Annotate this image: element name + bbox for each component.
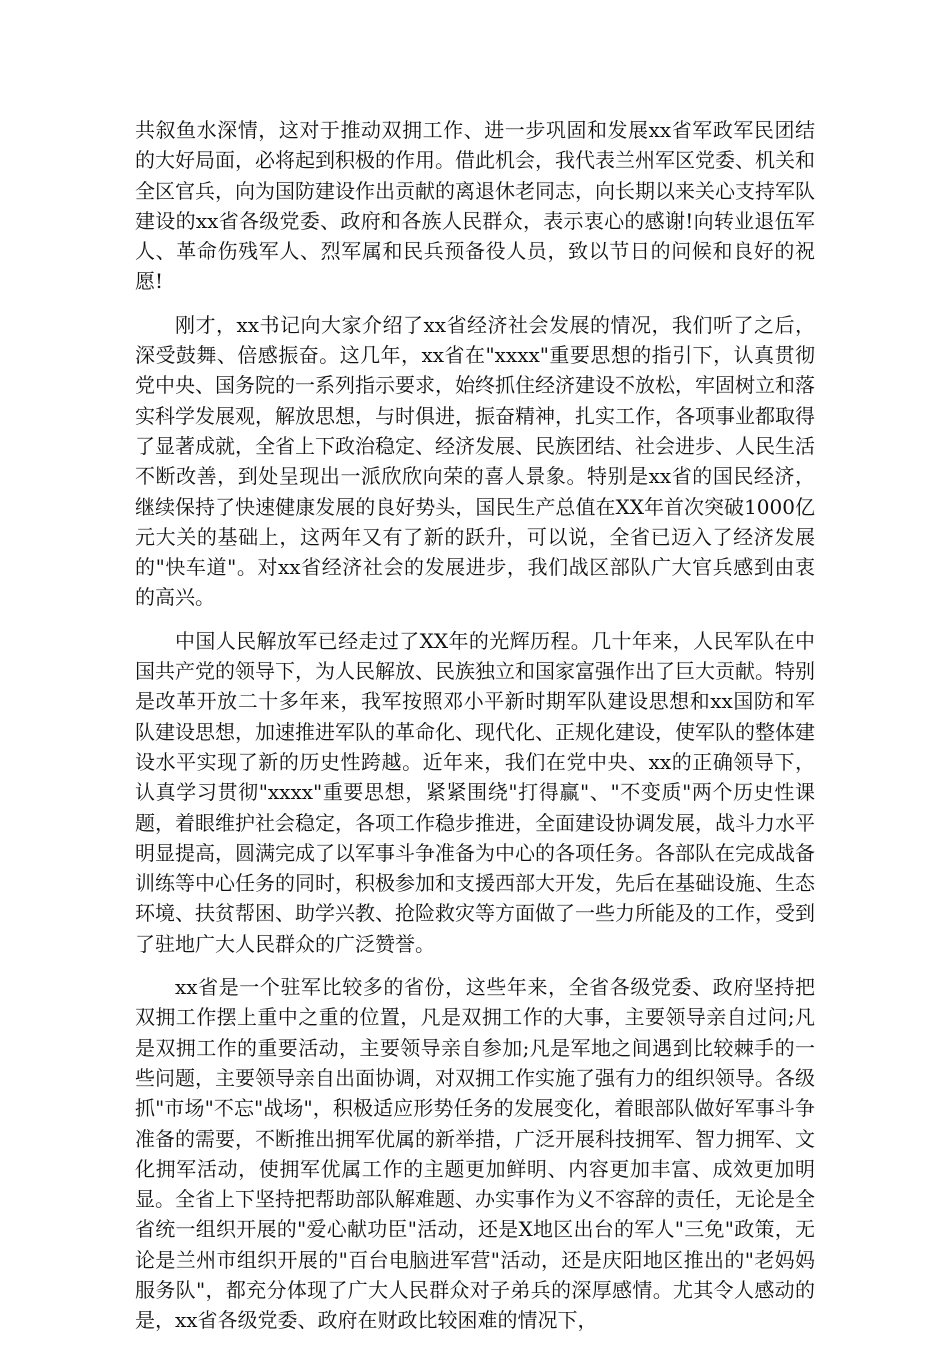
document-body xyxy=(135,115,815,1349)
paragraph-3: 中国人民解放军已经走过了XX年的光辉历程。几十年来，人民军队在中国共产党的领导下，为人民解放、民族独立和国家富强作出了巨大贡献。特别是改革开放二十多年来，我军按照邓小平新时期军队建设思想和xx国防和军队建设思想，加速推进军队的革命化、现代化、正规化建设，使军队的整体建设水平实现了新的历史性跨越。近年来，我们在党中央、xx的正确领导下，认真学习贯彻"xxxx"重要思想，紧紧围绕"打得赢"、"不变质"两个历史性课题，着眼维护社会稳定，各项工作稳步推进，全面建设协调发展，战斗力水平明显提高，圆满完成了以军事斗争准备为中心的各项任务。各部队在完成战备训练等中心任务的同时，积极参加和支援西部大开发，先后在基础设施、生态环境、扶贫帮困、助学兴教、抢险救灾等方面做了一些力所能及的工作，受到了驻地广大人民群众的广泛赞誉。 xyxy=(135,628,815,956)
paragraph-1: 共叙鱼水深情，这对于推动双拥工作、进一步巩固和发展xx省军政军民团结的大好局面，必将起到积极的作用。借此机会，我代表兰州军区党委、机关和全区官兵，向为国防建设作出贡献的离退休老同志，向长期以来关心支持军队建设的xx省各级党委、政府和各族人民群众，表示衷心的感谢!向转业退伍军人、革命伤残军人、烈军属和民兵预备役人员，致以节日的问候和良好的祝愿! xyxy=(135,118,815,294)
paragraph-2: 刚才，xx书记向大家介绍了xx省经济社会发展的情况，我们听了之后，深受鼓舞、倍感振奋。这几年，xx省在"xxxx"重要思想的指引下，认真贯彻党中央、国务院的一系列指示要求，始终抓住经济建设不放松，牢固树立和落实科学发展观，解放思想，与时俱进，振奋精神，扎实工作，各项事业都取得了显著成就，全省上下政治稳定、经济发展、民族团结、社会进步、人民生活不断改善，到处呈现出一派欣欣向荣的喜人景象。特别是xx省的国民经济，继续保持了快速健康发展的良好势头，国民生产总值在XX年首次突破1000亿元大关的基础上，这两年又有了新的跃升，可以说，全省已迈入了经济发展的"快车道"。对xx省经济社会的发展进步，我们战区部队广大官兵感到由衷的高兴。 xyxy=(135,312,815,610)
paragraph-4: xx省是一个驻军比较多的省份，这些年来，全省各级党委、政府坚持把双拥工作摆上重中之重的位置，凡是双拥工作的大事，主要领导亲自过问;凡是双拥工作的重要活动，主要领导亲自参加;凡是军地之间遇到比较棘手的一些问题，主要领导亲自出面协调，对双拥工作实施了强有力的组织领导。各级抓"市场"不忘"战场"，积极适应形势任务的发展变化，着眼部队做好军事斗争准备的需要，不断推出拥军优属的新举措，广泛开展科技拥军、智力拥军、文化拥军活动，使拥军优属工作的主题更加鲜明、内容更加丰富、成效更加明显。全省上下坚持把帮助部队解难题、办实事作为义不容辞的责任，无论是全省统一组织开展的"爱心献功臣"活动，还是X地区出台的军人"三免"政策，无论是兰州市组织开展的"百台电脑进军营"活动，还是庆阳地区推出的"老妈妈服务队"，都充分体现了广大人民群众对子弟兵的深厚感情。尤其令人感动的是，xx省各级党委、政府在财政比较困难的情况下， xyxy=(135,975,815,1333)
